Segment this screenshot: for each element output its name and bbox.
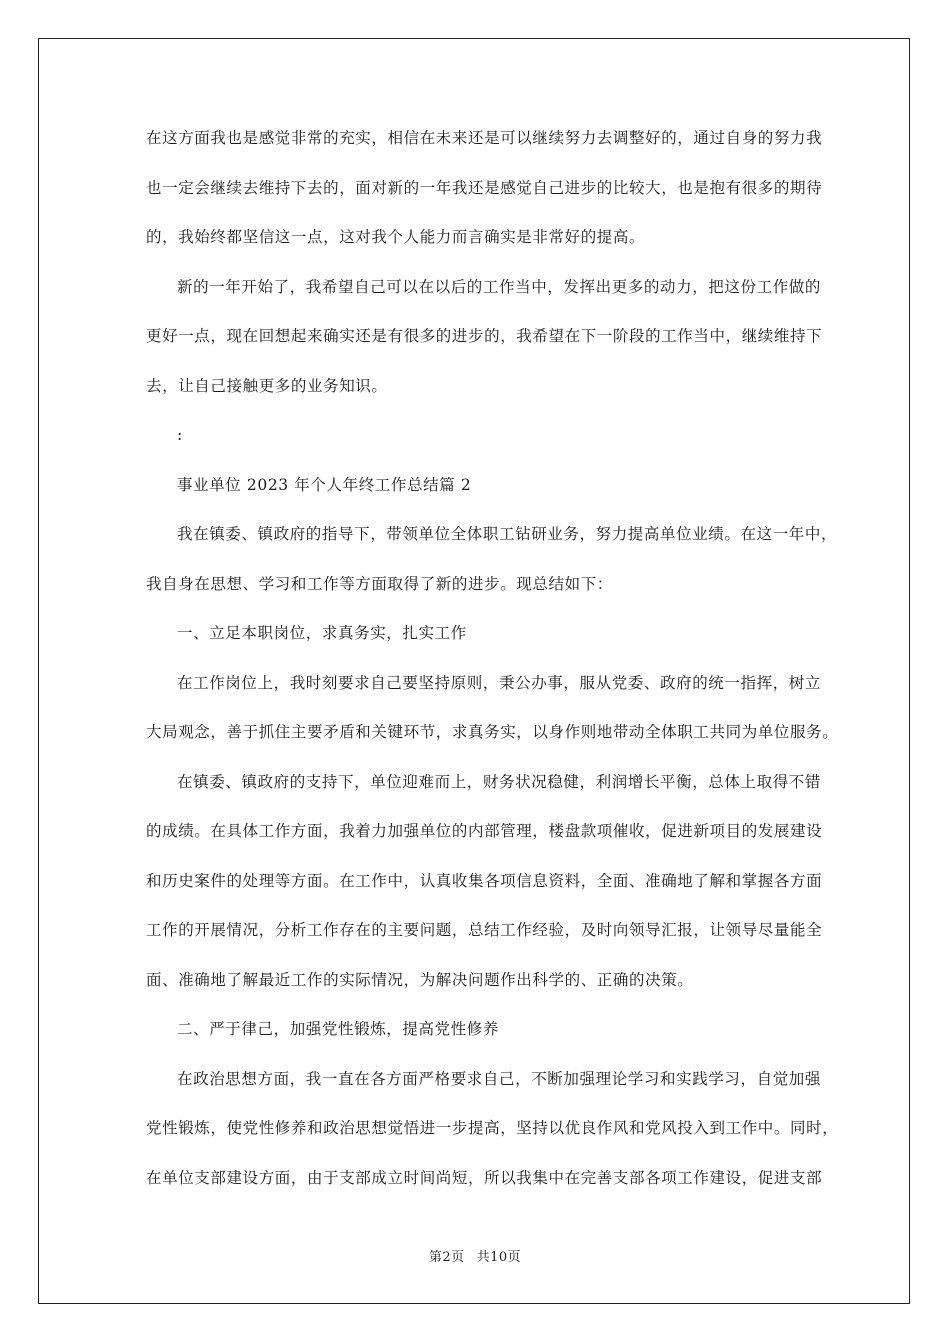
text-line: 在这方面我也是感觉非常的充实，相信在未来还是可以继续努力去调整好的，通过自身的努力我 xyxy=(146,129,823,147)
text-line: 面、准确地了解最近工作的实际情况，为解决问题作出科学的、正确的决策。 xyxy=(146,970,694,989)
text-line: 党性锻炼，使党性修养和政治思想觉悟进一步提高，坚持以优良作风和党风投入到工作中。同时， xyxy=(146,1119,839,1137)
text-line: 大局观念，善于抓住主要矛盾和关键环节，求真务实，以身作则地带动全体职工共同为单位服务。 xyxy=(146,723,839,741)
text-line: 的成绩。在具体工作方面，我着力加强单位的内部管理，楼盘款项催收，促进新项目的发展建设 xyxy=(146,822,823,840)
page-footer xyxy=(0,1246,950,1265)
text-line: 去，让自己接触更多的业务知识。 xyxy=(146,376,388,395)
paragraph-start: 在镇委、镇政府的支持下，单位迎难而上，财务状况稳健，利润增长平衡，总体上取得不错 xyxy=(177,772,822,791)
heading-two: 二、严于律己，加强党性锻炼，提高党性修养 xyxy=(177,1020,500,1038)
page-total: 共10页 xyxy=(476,1250,522,1265)
text-line: 在单位支部建设方面，由于支部成立时间尚短，所以我集中在完善支部各项工作建设，促进支部 xyxy=(146,1168,823,1187)
text-line: 的，我始终都坚信这一点，这对我个人能力而言确实是非常好的提高。 xyxy=(146,228,646,246)
text-line: 我自身在思想、学习和工作等方面取得了新的进步。现总结如下： xyxy=(146,574,613,593)
colon-line: : xyxy=(177,426,183,444)
heading-one: 一、立足本职岗位，求真务实，扎实工作 xyxy=(177,624,467,642)
text-line: 更好一点，现在回想起来确实还是有很多的进步的，我希望在下一阶段的工作当中，继续维持下 xyxy=(146,327,823,345)
paragraph-start: 在政治思想方面，我一直在各方面严格要求自己，不断加强理论学习和实践学习，自觉加强 xyxy=(177,1069,822,1088)
text-line: 也一定会继续去维持下去的，面对新的一年我还是感觉自己进步的比较大，也是抱有很多的期待 xyxy=(146,178,823,197)
text-line: 和历史案件的处理等方面。在工作中，认真收集各项信息资料，全面、准确地了解和掌握各方面 xyxy=(146,871,823,890)
section-title: 事业单位 2023 年个人年终工作总结篇 2 xyxy=(177,475,472,494)
document-body xyxy=(146,118,839,1207)
page-number: 第2页 xyxy=(428,1250,465,1265)
text-line: 工作的开展情况，分析工作存在的主要问题，总结工作经验，及时向领导汇报，让领导尽量能全 xyxy=(146,921,823,939)
paragraph-start: 新的一年开始了，我希望自己可以在以后的工作当中，发挥出更多的动力，把这份工作做的 xyxy=(177,277,822,296)
paragraph-start: 我在镇委、镇政府的指导下，带领单位全体职工钻研业务，努力提高单位业绩。在这一年中， xyxy=(177,525,838,543)
paragraph-start: 在工作岗位上，我时刻要求自己要坚持原则，秉公办事，服从党委、政府的统一指挥，树立 xyxy=(177,673,822,692)
